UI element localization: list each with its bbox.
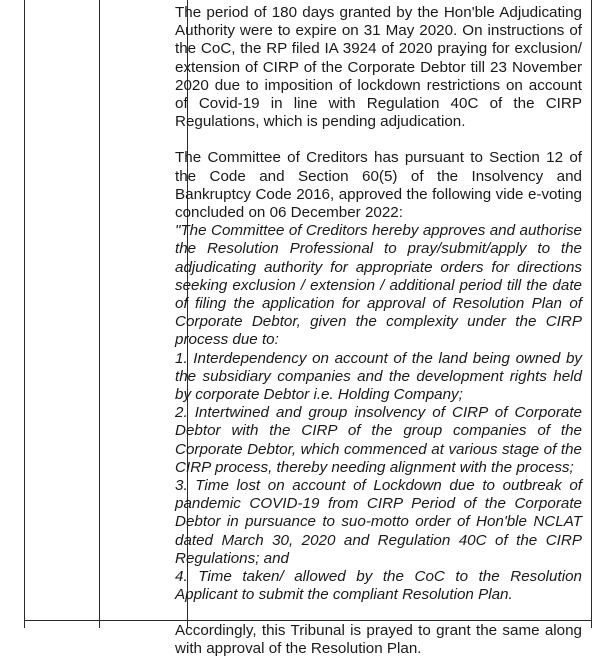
table-cell-content <box>175 4 582 658</box>
paragraph-lockdown-extension: The period of 180 days granted by the Hon'ble Adjudicating Authority were to expire on 31 May 2020. On instructions of the CoC, the RP filed IA 3924 of 2020 praying for exclusion/ extension of CIRP of the Corporate Debtor till 23 November 2020 due to imposition of lockdown restrictions on account of Covid-19 in line with Regulation 40C of the CIRP Regulations, which is pending adjudication. <box>175 4 582 131</box>
paragraph-spacer <box>175 131 582 149</box>
paragraph-spacer <box>175 605 582 622</box>
resolution-item-1: 1. Interdependency on account of the land being owned by the subsidiary companies and the development rights held by corporate Debtor i.e. Holding Company; <box>175 349 582 404</box>
resolution-item-3: 3. Time lost on account of Lockdown due to outbreak of pandemic COVID-19 from CIRP Period of the Corporate Debtor in pursuance to suo-motto order of Hon'ble NCLAT dated March 30, 2020 and Regulation 40C of the CIRP Regulations; and <box>175 477 582 567</box>
column-divider-1 <box>99 0 100 628</box>
resolution-item-2: 2. Intertwined and group insolvency of CIRP of Corporate Debtor with the CIRP of the group companies of the Corporate Debtor, which commenced at various stage of the CIRP process, thereby needing alignment with the process; <box>175 404 582 476</box>
resolution-intro: "The Committee of Creditors hereby approves and authorise the Resolution Professional to pray/submit/apply to the adjudicating authority for appropriate orders for directions seeking exclusion / extension / additional period till the date of filing the application for approval of Resolution Plan of Corporate Debtor, given the complexity under the CIRP process due to: <box>175 222 582 349</box>
paragraph-coc-approval: The Committee of Creditors has pursuant to Section 12 of the Code and Section 60(5) of the Insolvency and Bankruptcy Code 2016, approved the following vide e-voting concluded on 06 December 2022: <box>175 149 582 222</box>
resolution-item-4: 4. Time taken/ allowed by the CoC to the Resolution Applicant to submit the compliant Resolution Plan. <box>175 568 582 604</box>
paragraph-tribunal-prayer: Accordingly, this Tribunal is prayed to grant the same along with approval of the Resolution Plan. <box>175 621 582 657</box>
